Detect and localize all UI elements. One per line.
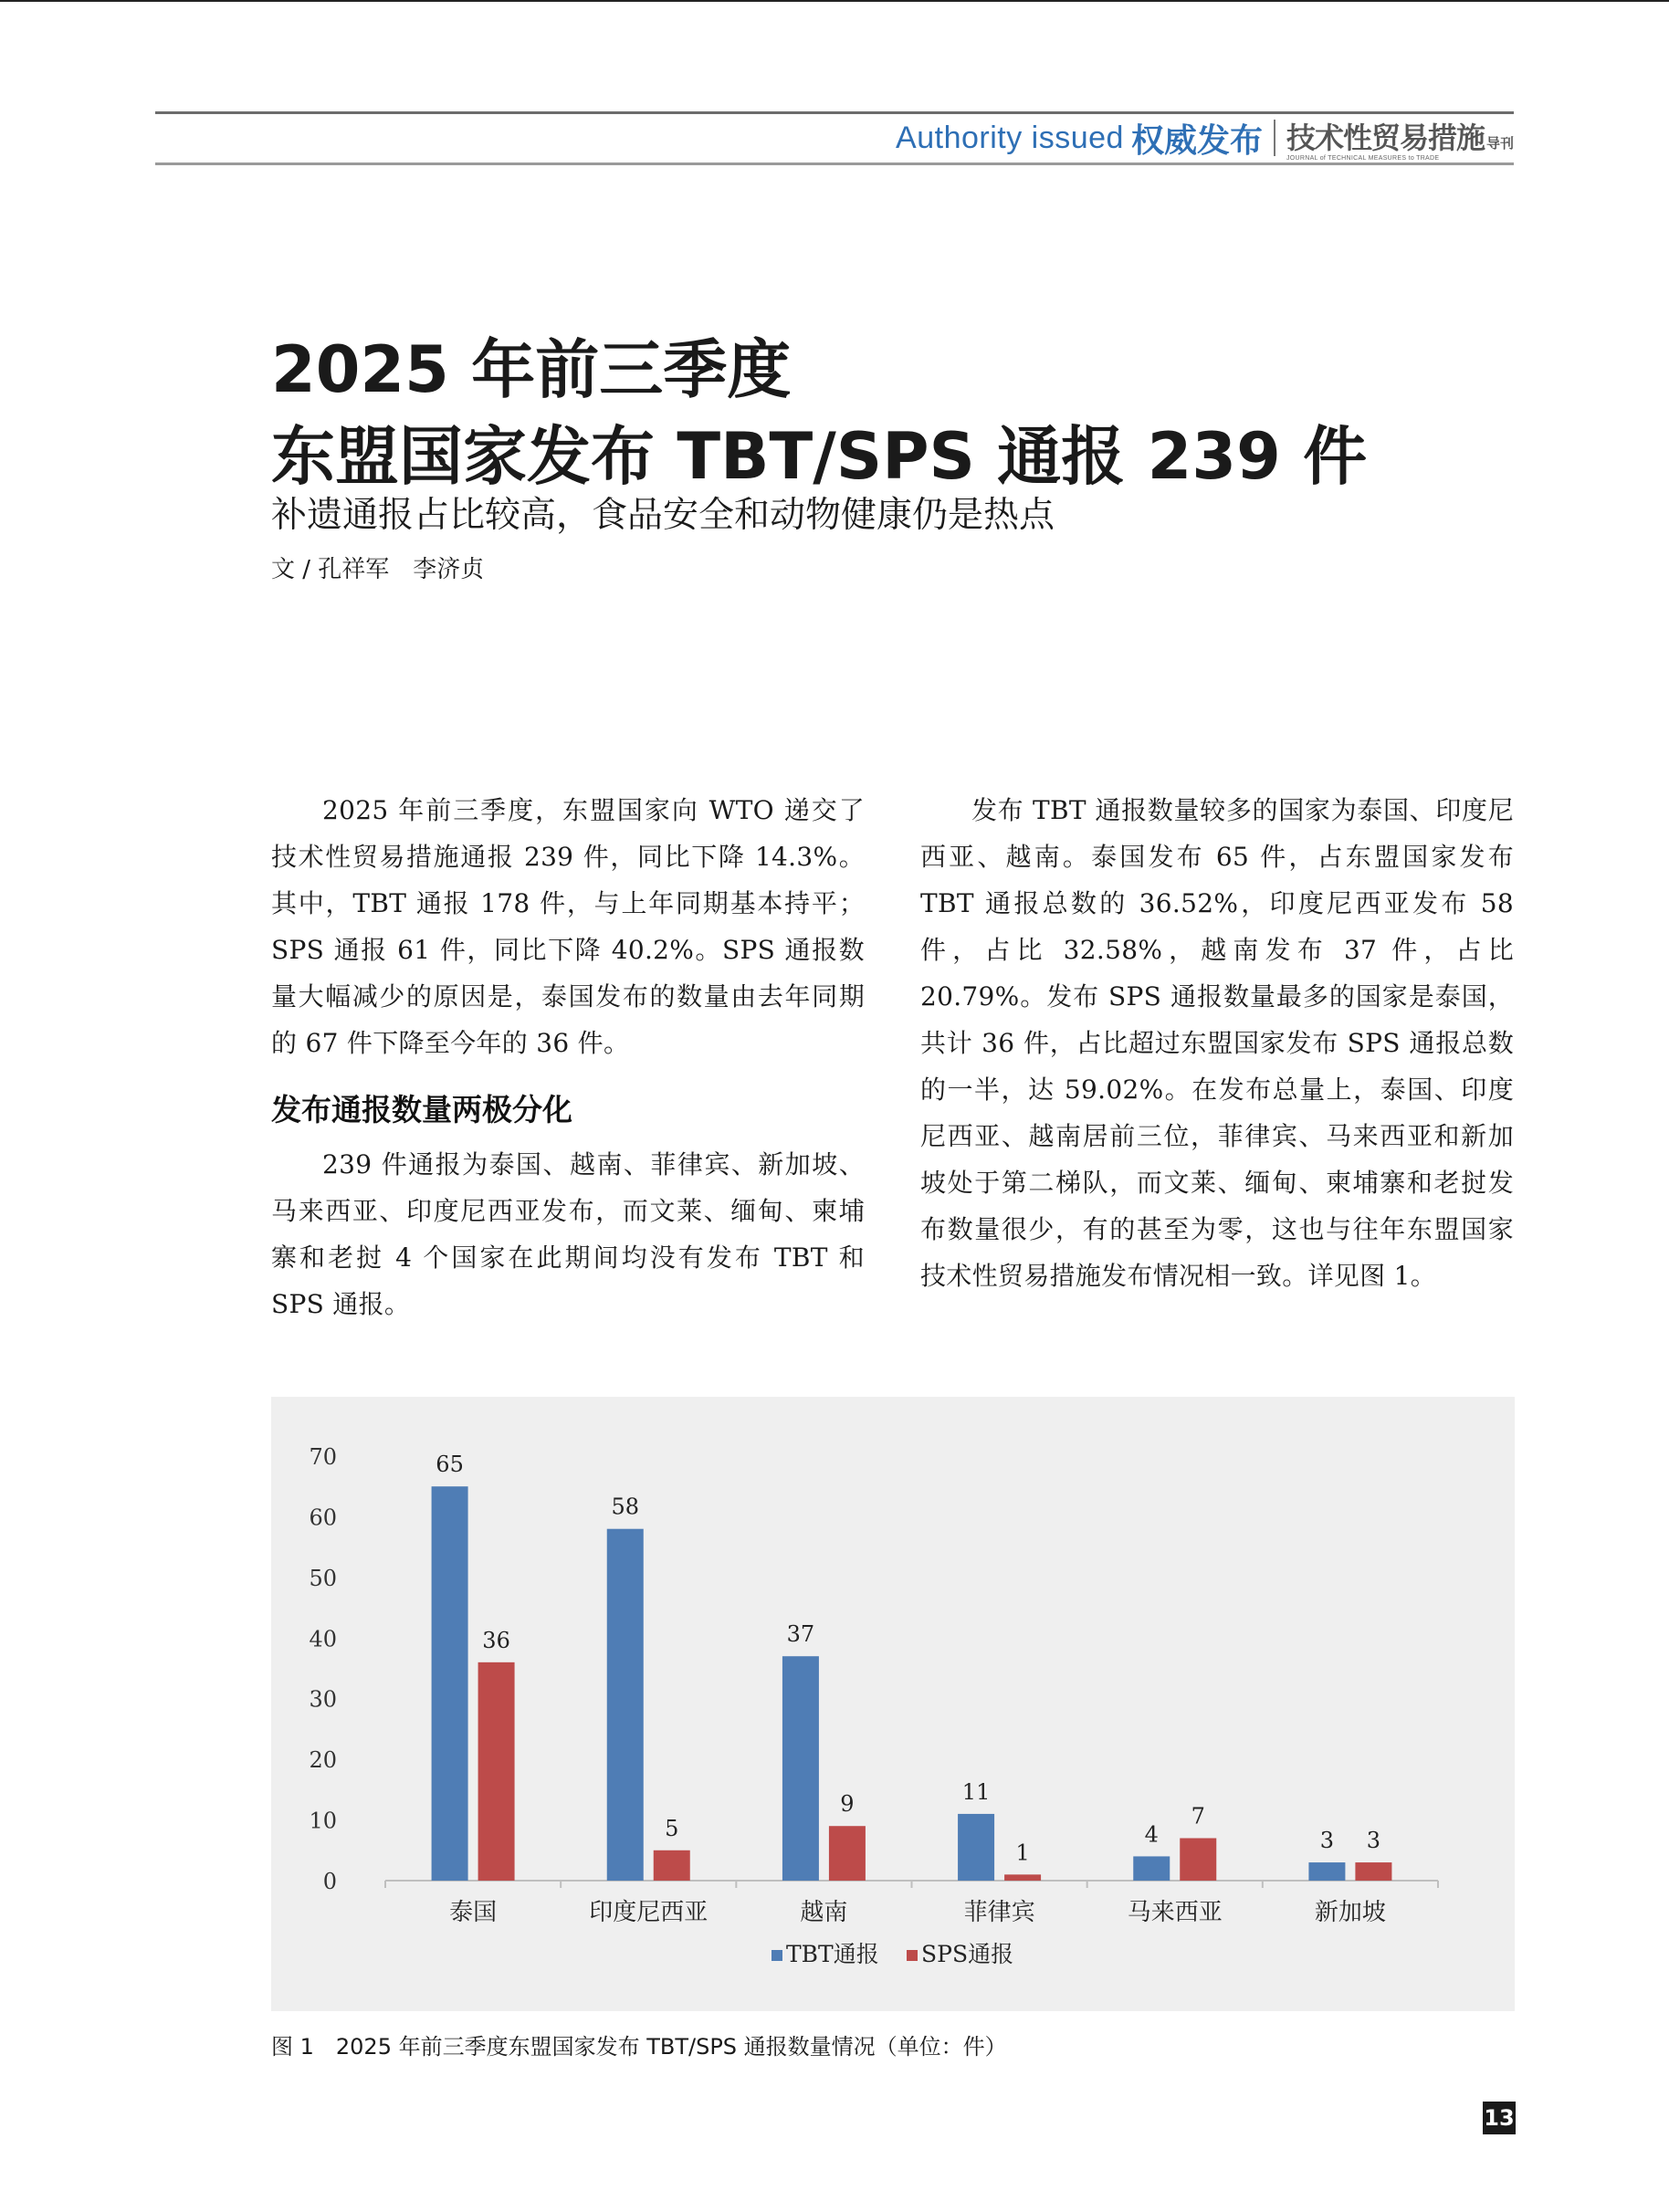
header-rule-bottom <box>155 162 1514 165</box>
y-tick-label: 50 <box>309 1565 337 1591</box>
bar-sps <box>478 1662 515 1881</box>
data-label: 9 <box>840 1791 855 1818</box>
bar-tbt <box>432 1486 468 1881</box>
legend-label: TBT通报 <box>786 1941 879 1967</box>
section-label-en: Authority issued <box>896 120 1124 155</box>
data-label: 37 <box>786 1621 815 1648</box>
y-tick-label: 20 <box>309 1747 337 1774</box>
article-title <box>271 327 1367 500</box>
x-tick-label: 新加坡 <box>1314 1899 1386 1926</box>
data-label: 3 <box>1319 1828 1335 1854</box>
bar-sps <box>1004 1874 1041 1881</box>
x-tick-label: 泰国 <box>449 1899 498 1926</box>
header-separator <box>1274 120 1275 156</box>
section-heading: 发布通报数量两极分化 <box>271 1092 572 1127</box>
y-tick-label: 30 <box>309 1686 337 1713</box>
title-line-1: 2025 年前三季度 <box>271 332 792 407</box>
bar-chart <box>271 1397 1515 2011</box>
legend-label: SPS通报 <box>921 1941 1014 1967</box>
text-column-right <box>920 787 1514 1299</box>
x-tick-label: 越南 <box>800 1899 848 1926</box>
bar-tbt <box>782 1656 819 1881</box>
text-column-left <box>271 787 865 1327</box>
data-label: 11 <box>961 1778 991 1805</box>
bar-tbt <box>1308 1862 1345 1881</box>
journal-logo <box>1286 115 1514 162</box>
figure-1 <box>271 1397 1515 2011</box>
bar-tbt <box>607 1529 644 1881</box>
data-label: 7 <box>1191 1803 1205 1829</box>
data-label: 4 <box>1144 1821 1159 1848</box>
y-tick-label: 10 <box>309 1808 337 1834</box>
section-label-cn: 权威发布 <box>1130 121 1263 159</box>
page-number: 13 <box>1483 2102 1516 2134</box>
paragraph-2: 239 件通报为泰国、越南、菲律宾、新加坡、马来西亚、印度尼西亚发布，而文莱、缅甸、柬埔寨和老挝 4 个国家在此期间均没有发布 TBT 和 SPS 通报。 <box>271 1149 865 1319</box>
journal-tag: 导刊 <box>1485 135 1514 152</box>
y-tick-label: 0 <box>322 1869 337 1894</box>
bar-sps <box>1355 1862 1391 1881</box>
bar-sps <box>654 1850 690 1881</box>
data-label: 3 <box>1366 1828 1381 1854</box>
y-tick-label: 70 <box>309 1444 337 1470</box>
y-tick-label: 60 <box>309 1504 337 1531</box>
data-label: 5 <box>665 1815 679 1841</box>
y-tick-label: 40 <box>309 1626 337 1652</box>
legend-swatch-tbt <box>772 1950 782 1961</box>
top-border <box>0 0 1669 2</box>
bar-tbt <box>1133 1856 1170 1881</box>
data-label: 36 <box>482 1627 510 1653</box>
paragraph-1: 2025 年前三季度，东盟国家向 WTO 递交了技术性贸易措施通报 239 件，同比下降 14.3%。其中，TBT 通报 178 件，与上年同期基本持平；SPS 通报 61 件，同比下降 40.2%。SPS 通报数量大幅减少的原因是，泰国发布的数量由去年同期的 67 件下降至今年的 36 件。 <box>271 795 865 1058</box>
journal-name-cn: 技术性贸易措施 <box>1286 121 1485 154</box>
bar-sps <box>1180 1839 1216 1882</box>
data-label: 65 <box>436 1452 464 1478</box>
title-line-2: 东盟国家发布 TBT/SPS 通报 239 件 <box>271 419 1368 494</box>
bar-tbt <box>958 1814 994 1881</box>
data-label: 58 <box>611 1494 640 1520</box>
paragraph-3: 发布 TBT 通报数量较多的国家为泰国、印度尼西亚、越南。泰国发布 65 件，占东盟国家发布 TBT 通报总数的 36.52%，印度尼西亚发布 58 件，占比 32.58%，越南发布 37 件，占比 20.79%。发布 SPS 通报数量最多的国家是泰国，共计 36 件，占比超过东盟国家发布 SPS 通报总数的一半，达 59.02%。在发布总量上，泰国、印度尼西亚、越南居前三位，菲律宾、马来西亚和新加坡处于第二梯队，而文莱、缅甸、柬埔寨和老挝发布数量很少，有的甚至为零，这也与往年东盟国家技术性贸易措施发布情况相一致。详见图 1。 <box>920 795 1514 1291</box>
journal-name-en: JOURNAL of TECHNICAL MEASURES to TRADE <box>1286 154 1440 162</box>
data-label: 1 <box>1015 1840 1030 1866</box>
article-byline: 文 / 孔祥军 李济贞 <box>271 556 485 583</box>
bar-sps <box>829 1826 866 1881</box>
x-tick-label: 印度尼西亚 <box>589 1899 709 1926</box>
x-tick-label: 马来西亚 <box>1127 1899 1223 1926</box>
legend-swatch-sps <box>907 1950 918 1961</box>
article-subtitle: 补遗通报占比较高，食品安全和动物健康仍是热点 <box>271 495 1055 536</box>
x-tick-label: 菲律宾 <box>963 1899 1035 1926</box>
running-header <box>896 117 1514 162</box>
figure-caption: 图 1 2025 年前三季度东盟国家发布 TBT/SPS 通报数量情况（单位：件） <box>271 2034 1007 2060</box>
